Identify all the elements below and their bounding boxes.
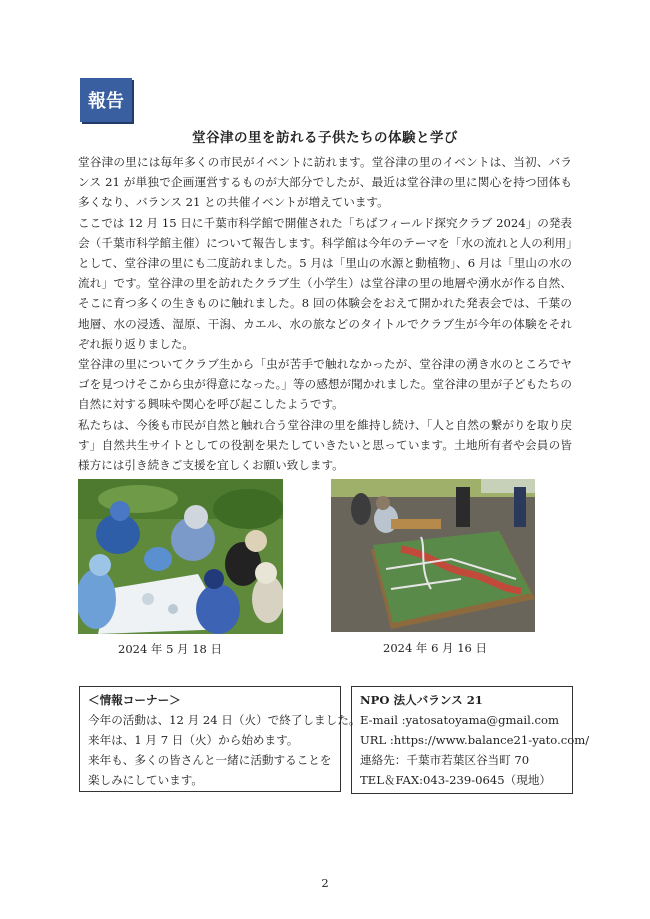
page-number: 2 bbox=[321, 876, 329, 890]
paragraph: 堂谷津の里には毎年多くの市民がイベントに訪れます。堂谷津の里のイベントは、当初、バランス 21 が単独で企画運営するものが大部分でしたが、最近は堂谷津の里に関心を持つ団体も多くなり、バランス 21 との共催イベントが増えています。 bbox=[78, 155, 572, 210]
paragraph: 私たちは、今後も市民が自然と触れ合う堂谷津の里を維持し続け、「人と自然の繋がりを取り戻す」自然共生サイトとしての役割を果たしていきたいと思っています。土地所有者や会員の皆様方には引き続きご支援を宜しくお願い致します。 bbox=[78, 417, 572, 473]
report-badge: 報告 bbox=[80, 78, 132, 122]
contact-box bbox=[351, 686, 590, 794]
info-line: 今年の活動は、12 月 24 日（火）で終了しました。 bbox=[88, 713, 361, 727]
organization-name: NPO 法人バランス 21 bbox=[360, 693, 483, 707]
info-line: 来年は、1 月 7 日（火）から始めます。 bbox=[88, 733, 299, 747]
contact-tel: TEL＆FAX:043-239-0645（現地） bbox=[360, 773, 552, 787]
info-corner-heading: ＜情報コーナー＞ bbox=[88, 693, 181, 707]
paragraph: 堂谷津の里についてクラブ生から「虫が苦手で触れなかったが、堂谷津の湧き水のところでヤゴを見つけそこから虫が得意になった。」等の感想が聞かれました。堂谷津の里が子どもたちの自然に対する興味や関心を呼び起こしたようです。 bbox=[78, 357, 572, 412]
photo-children-observing-image bbox=[78, 479, 283, 634]
info-line: 楽しみにしています。 bbox=[88, 773, 204, 787]
photo-children-observing bbox=[78, 479, 283, 634]
contact-url: URL :https://www.balance21-yato.com/ bbox=[360, 733, 590, 747]
info-corner-box bbox=[79, 686, 361, 792]
article-title: 堂谷津の里を訪れる子供たちの体験と学び bbox=[192, 130, 458, 146]
photo-terrain-model bbox=[331, 479, 535, 632]
photo-terrain-model-image bbox=[331, 479, 535, 632]
photo-caption: 2024 年 6 月 16 日 bbox=[383, 641, 487, 655]
photo-caption: 2024 年 5 月 18 日 bbox=[118, 642, 222, 656]
article-body bbox=[78, 152, 572, 495]
paragraph: ここでは 12 月 15 日に千葉市科学館で開催された「ちばフィールド探究クラブ 2024」の発表会（千葉市科学館主催）について報告します。科学館は今年のテーマを「水の流れと人の利用」として、堂谷津の里にも二度訪れました。5 月は「里山の水源と動植物」、6 月は「里山の水の流れ」です。堂谷津の里を訪れたクラブ生（小学生）は堂谷津の里の地層や湧水が作る自然、そこに育つ多くの生きものに触れました。8 回の体験会をおえて開かれた発表会では、千葉の地層、水の浸透、湿原、干潟、カエル、水の旅などのタイトルでクラブ生が今年の体験をそれぞれ振り返りました。 bbox=[78, 215, 572, 351]
contact-email: E-mail :yatosatoyama@gmail.com bbox=[360, 713, 559, 727]
info-line: 来年も、多くの皆さんと一緒に活動することを bbox=[88, 753, 332, 767]
contact-address: 連絡先：千葉市若葉区谷当町 70 bbox=[360, 753, 530, 767]
